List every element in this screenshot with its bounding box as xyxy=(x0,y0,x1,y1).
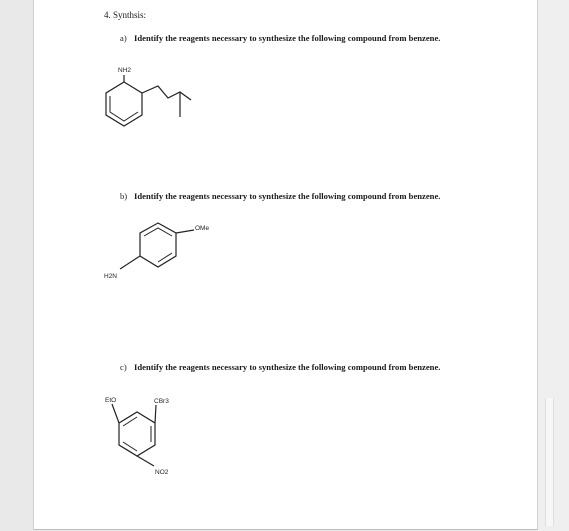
label-c-top-right: CBr3 xyxy=(154,398,169,405)
part-b-prompt: Identify the reagents necessary to synthesize the following compound from benzene. xyxy=(134,191,441,201)
benzene-ring-c xyxy=(119,412,155,456)
ring-c-inner-bond-1 xyxy=(123,417,137,426)
label-b-left: H2N xyxy=(104,273,118,280)
label-b-top: OMe xyxy=(195,225,210,232)
bond-c-eto xyxy=(112,404,119,423)
label-c-bottom: NO2 xyxy=(155,469,169,476)
part-c-prompt: Identify the reagents necessary to synthesize the following compound from benzene. xyxy=(134,362,441,372)
label-c-top-left: EtO xyxy=(105,397,117,404)
part-a-letter: a) xyxy=(120,33,127,43)
bond-c-cbr3 xyxy=(155,405,156,423)
bond-c-no2 xyxy=(137,456,154,466)
label-a-top-text: NH2 xyxy=(118,67,132,74)
part-c-letter: c) xyxy=(120,362,127,372)
ring-c-inner-bond-3 xyxy=(123,442,137,451)
part-b-letter: b) xyxy=(120,191,128,201)
question-title: 4. Synthsis: xyxy=(104,10,147,20)
part-a-prompt: Identify the reagents necessary to synthesize the following compound from benzene. xyxy=(134,33,441,43)
